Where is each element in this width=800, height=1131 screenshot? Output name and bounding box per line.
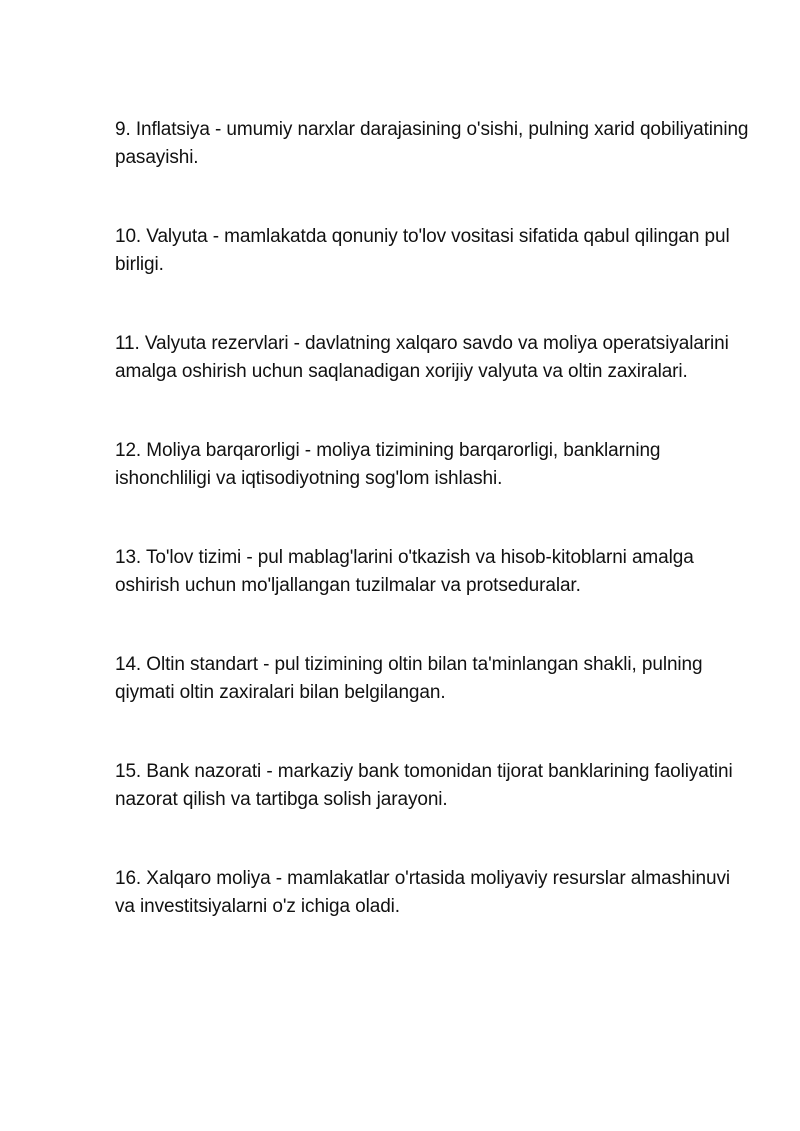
glossary-entry-xalqaro-moliya: 16. Xalqaro moliya - mamlakatlar o'rtasida moliyaviy resurslar almashinuvi va investitsiyalarni o'z ichiga oladi. bbox=[115, 868, 731, 917]
glossary-entry-bank-nazorati: 15. Bank nazorati - markaziy bank tomonidan tijorat banklarining faoliyatini nazorat qilish va tartibga solish jarayoni. bbox=[115, 761, 733, 810]
glossary-entry-inflatsiya: 9. Inflatsiya - umumiy narxlar darajasining o'sishi, pulning xarid qobiliyatining pasayishi. bbox=[115, 119, 749, 168]
glossary-entry-tolov-tizimi: 13. To'lov tizimi - pul mablag'larini o'tkazish va hisob-kitoblarni amalga oshirish uchun mo'ljallangan tuzilmalar va protseduralar. bbox=[115, 547, 694, 596]
glossary-entry-moliya-barqarorligi: 12. Moliya barqarorligi - moliya tizimining barqarorligi, banklarning ishonchliligi va iqtisodiyotning sog'lom ishlashi. bbox=[115, 440, 661, 489]
glossary-entry-valyuta: 10. Valyuta - mamlakatda qonuniy to'lov vositasi sifatida qabul qilingan pul birligi. bbox=[115, 226, 730, 275]
glossary-list bbox=[115, 116, 755, 921]
glossary-entry-oltin-standart: 14. Oltin standart - pul tizimining oltin bilan ta'minlangan shakli, pulning qiymati oltin zaxiralari bilan belgilangan. bbox=[115, 654, 703, 703]
glossary-entry-valyuta-rezervlari: 11. Valyuta rezervlari - davlatning xalqaro savdo va moliya operatsiyalarini amalga oshirish uchun saqlanadigan xorijiy valyuta va oltin zaxiralari. bbox=[115, 333, 729, 382]
